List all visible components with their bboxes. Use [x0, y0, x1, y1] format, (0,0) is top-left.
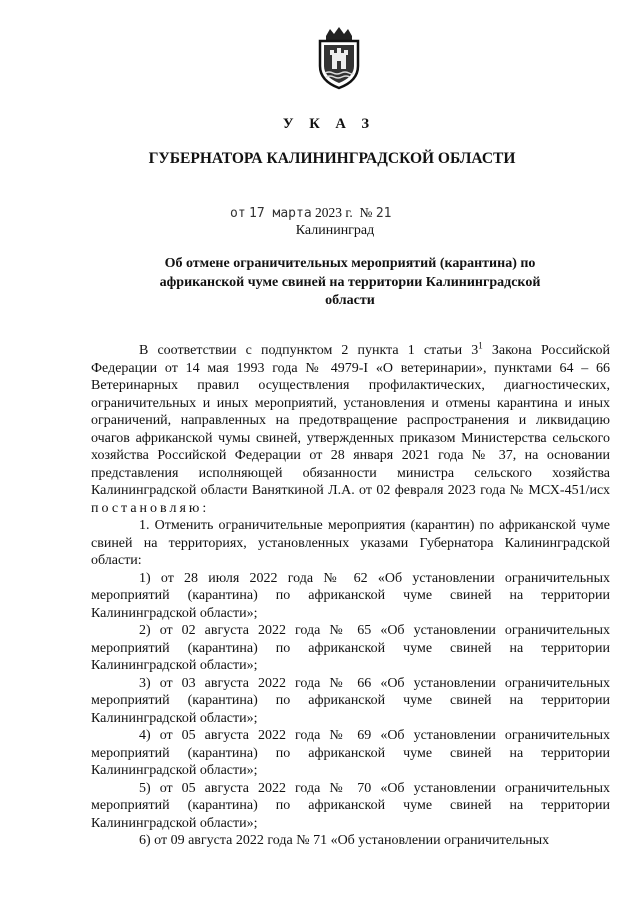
date-handwritten: 17 марта — [249, 206, 312, 221]
number-sign: № — [359, 205, 373, 220]
date-year: 2023 г. — [315, 205, 353, 220]
item-paragraph: 6) от 09 августа 2022 года № 71 «Об установлении ограничительных — [139, 833, 550, 848]
preamble-paragraph: В соответствии с подпунктом 2 пункта 1 статьи $3^1$ Закона Российской Федерации от 14 мая 1993 года № 4979-I «О ветеринарии», пунктами 64 – 66 Ветеринарных правил осуществления профилактических, диагностических, ограничительных и иных мероприятий, установления и отмены карантина и иных ограничений, направленных на предотвращение распространения и ликвидацию очагов африканской чумы свиней, утвержденных приказом Министерства сельского хозяйства Российской Федерации от 28 января 2021 года № 37, на основании представления исполняющей обязанности министра сельского хозяйства Калининградской области Ваняткиной Л.А. от 02 февраля 2023 года № МСХ-451/исх постановляю: — [91, 340, 610, 516]
date-prefix: от — [230, 206, 246, 221]
decree-number: 21 — [375, 206, 392, 221]
item-paragraph: 1) от 28 июля 2022 года № 62 «Об установлении ограничительных мероприятий (карантина) по африканской чуме свиней на территории Калининградской области»; — [91, 570, 610, 621]
item-paragraph: 1. Отменить ограничительные мероприятия (карантин) по африканской чуме свиней на территориях, установленных указами Губернатора Калининградской области: — [91, 518, 610, 568]
document-title: Об отмене ограничительных мероприятий (карантина) по африканской чуме свиней на территории Калининградской области — [159, 256, 541, 308]
decree-word: постановляю: — [91, 500, 210, 516]
item-paragraph: 2) от 02 августа 2022 года № 65 «Об установлении ограничительных мероприятий (карантина) по африканской чуме свиней на территории Калининградской области»; — [91, 623, 610, 673]
issuer-heading: ГУБЕРНАТОРА КАЛИНИНГРАДСКОЙ ОБЛАСТИ — [148, 150, 516, 167]
document-type-heading: У К А З — [282, 116, 376, 132]
item-paragraph: 5) от 05 августа 2022 года № 70 «Об установлении ограничительных мероприятий (карантина) по африканской чуме свиней на территории Калининградской области»; — [91, 780, 610, 831]
city-name: Калининград — [295, 223, 375, 238]
coat-of-arms-icon — [312, 26, 366, 90]
item-paragraph: 3) от 03 августа 2022 года № 66 «Об установлении ограничительных мероприятий (карантина) по африканской чуме свиней на территории Калининградской области»; — [91, 675, 610, 726]
document-body — [91, 342, 610, 850]
item-paragraph: 4) от 05 августа 2022 года № 69 «Об установлении ограничительных мероприятий (карантина) по африканской чуме свиней на территории Калининградской области»; — [91, 728, 610, 778]
date-number-line — [230, 205, 391, 221]
